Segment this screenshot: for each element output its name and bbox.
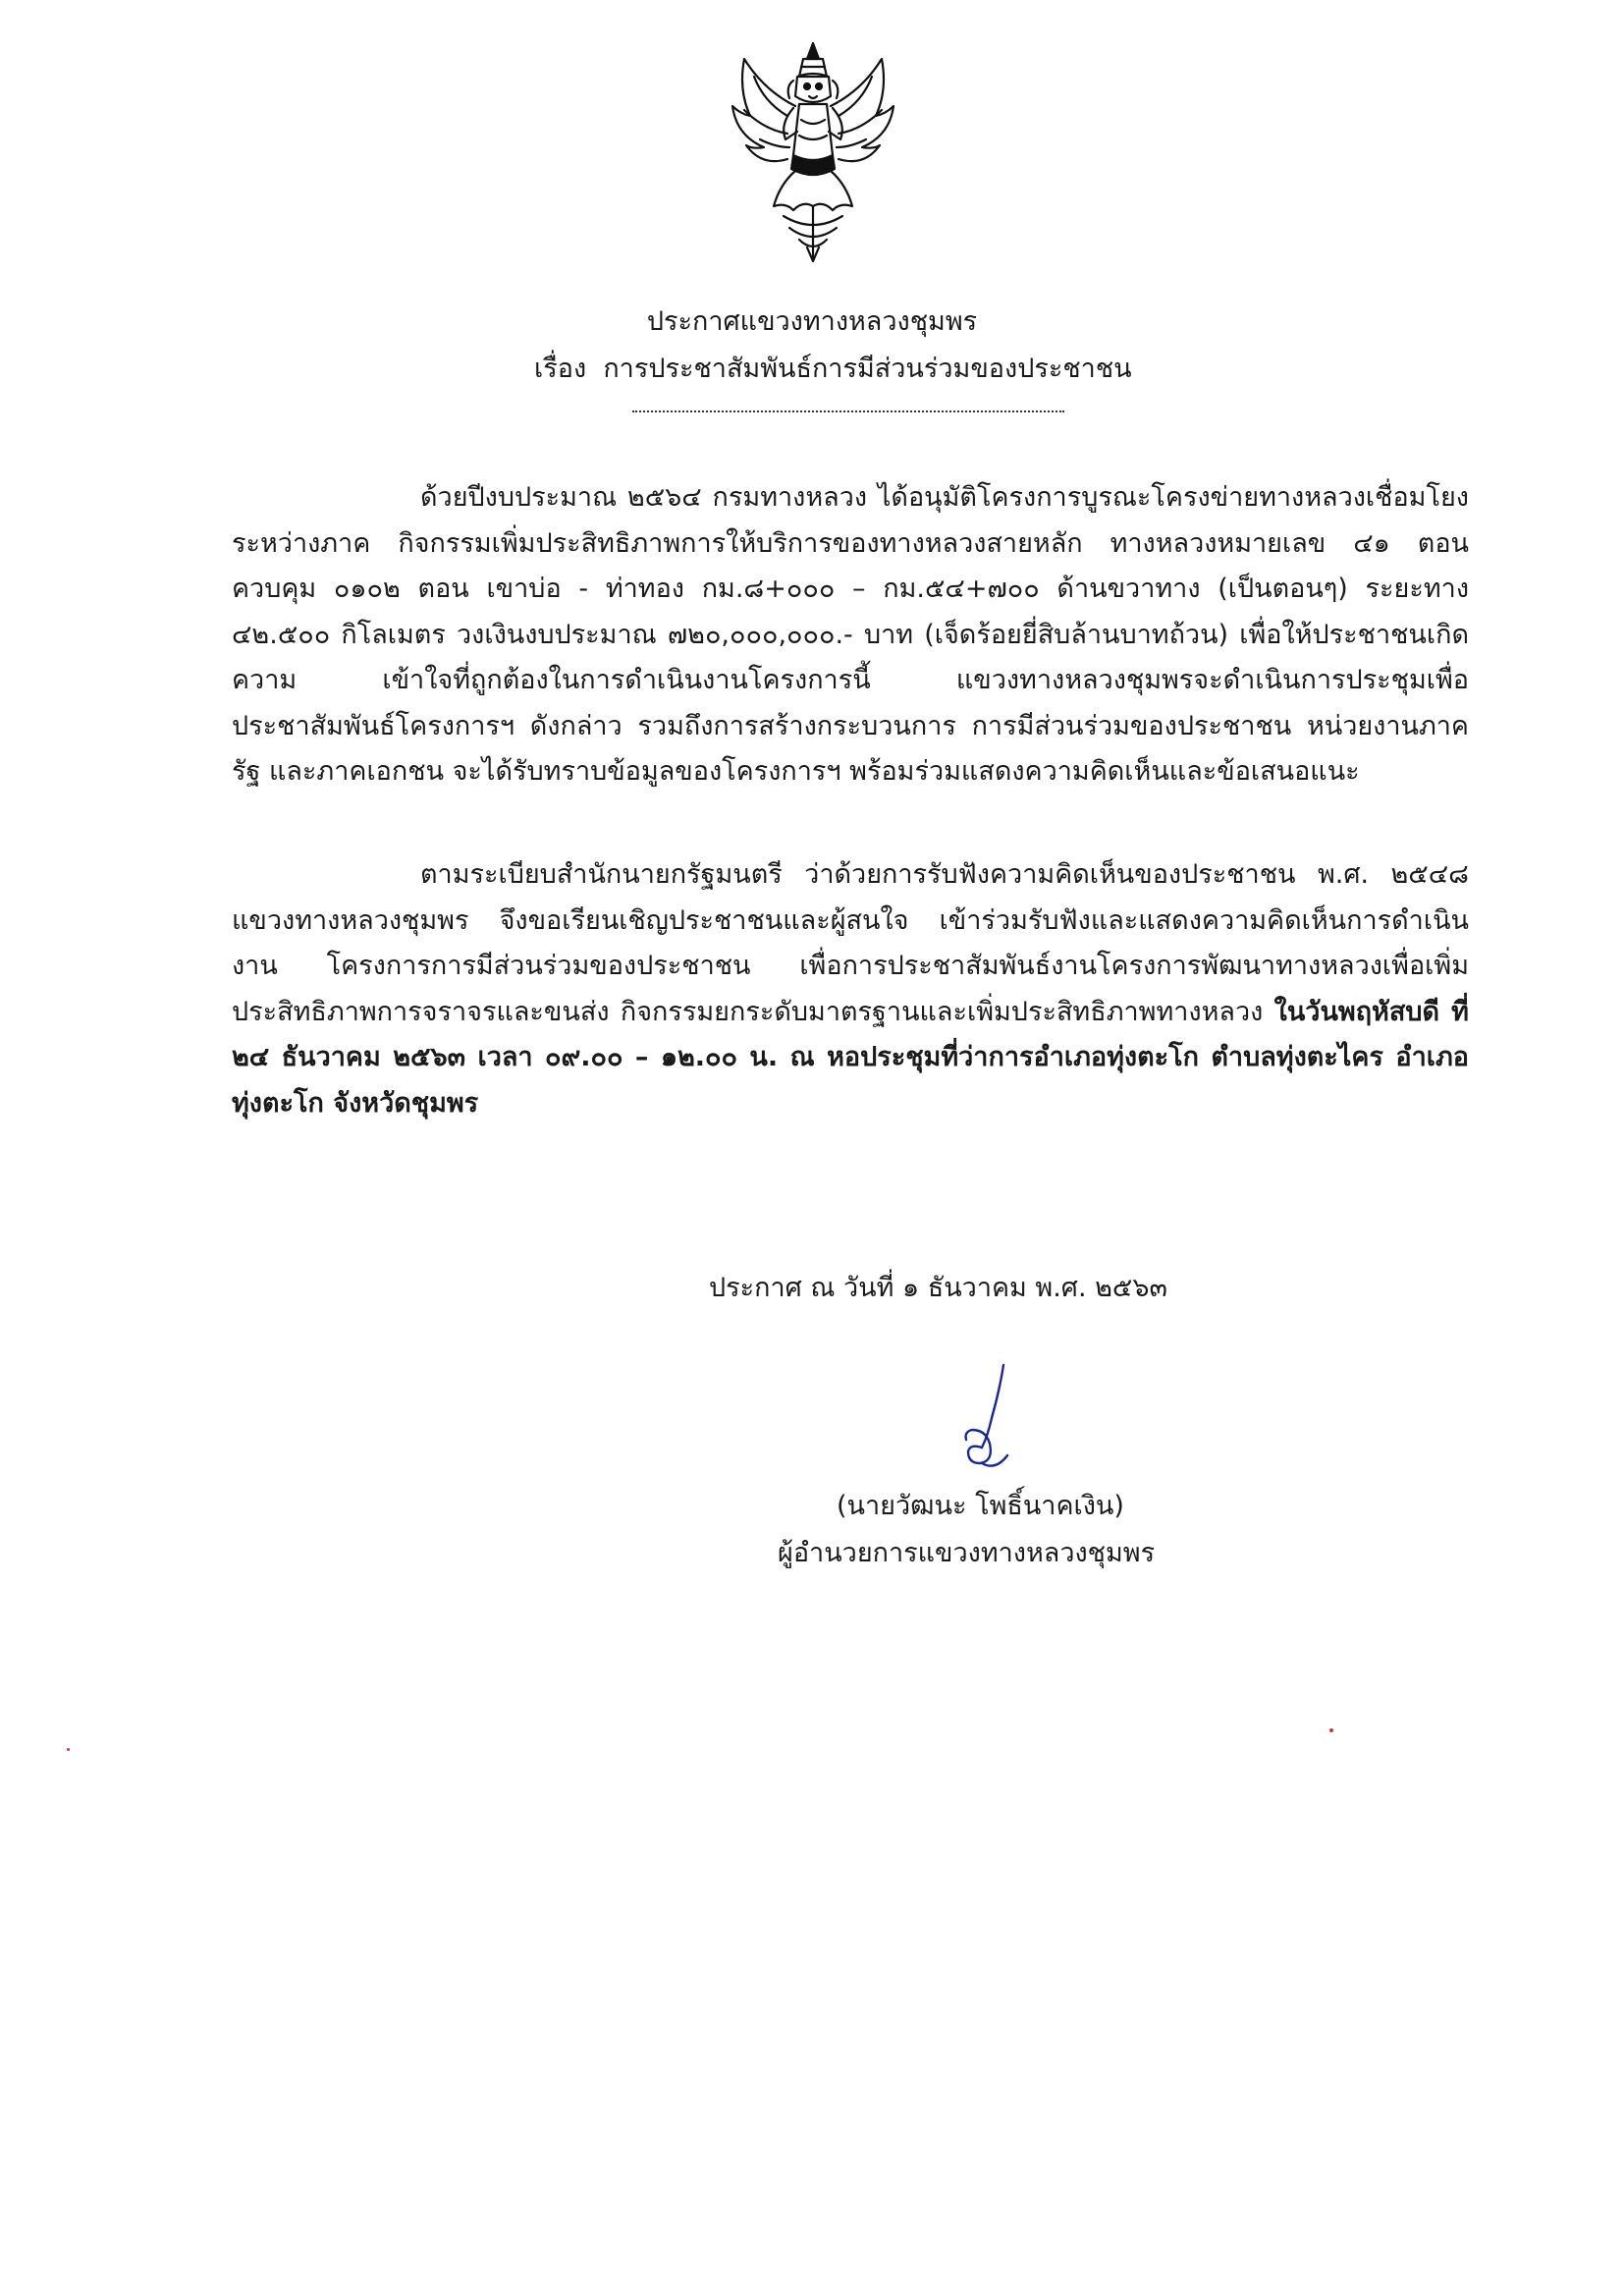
paragraph-1-text: ด้วยปีงบประมาณ ๒๕๖๔ กรมทางหลวง ได้อนุมัติโครงการบูรณะโครงข่ายทางหลวงเชื่อมโยง ระหว่างภาค กิจกรรมเพิ่มประสิทธิภาพการให้บริการของทางหลวงสายหลัก ทางหลวงหมายเลข ๔๑ ตอนควบคุม ๐๑๐๒ ตอน เขาบ่อ - ท่าทอง กม.๘+๐๐๐ – กม.๕๔+๗๐๐ ด้านขวาทาง (เป็นตอนๆ) ระยะทาง ๔๒.๕๐๐ กิโลเมตร วงเงินงบประมาณ ๗๒๐,๐๐๐,๐๐๐.- บาท (เจ็ดร้อยยี่สิบล้านบาทถ้วน) เพื่อให้ประชาชนเกิดความ เข้าใจที่ถูกต้องในการดำเนินงานโครงการนี้ แขวงทางหลวงชุมพรจะดำเนินการประชุมเพื่อประชาสัมพันธ์โครงการฯ ดังกล่าว รวมถึงการสร้างกระบวนการ การมีส่วนร่วมของประชาชน หน่วยงานภาครัฐ และภาคเอกชน จะได้รับทราบข้อมูลของโครงการฯ พร้อมร่วมแสดงความคิดเห็นและข้อเสนอแนะ [232,482,1469,787]
document-title: ประกาศแขวงทางหลวงชุมพร [646,306,978,337]
scan-speck [1329,1728,1333,1732]
body-paragraph-1 [232,475,1469,795]
subject-text: การประชาสัมพันธ์การมีส่วนร่วมของประชาชน [603,354,1132,384]
document-subject [534,350,1132,389]
subject-label: เรื่อง [534,354,587,384]
meeting-details: ในวันพฤหัสบดี ที่ ๒๔ ธันวาคม ๒๕๖๓ เวลา ๐๙.๐๐ – ๑๒.๐๐ น. ณ หอประชุมที่ว่าการอำเภอทุ่งตะโก ตำบลทุ่งตะไคร อำเภอทุ่งตะโก จังหวัดชุมพร [232,996,1469,1119]
announcement-date: ประกาศ ณ วันที่ ๑ ธันวาคม พ.ศ. ๒๕๖๓ [709,1273,1167,1303]
paragraph-2-text: ตามระเบียบสำนักนายกรัฐมนตรี ว่าด้วยการรับฟังความคิดเห็นของประชาชน พ.ศ. ๒๕๔๘ แขวงทางหลวงชุมพร จึงขอเรียนเชิญประชาชนและผู้สนใจ เข้าร่วมรับฟังและแสดงความคิดเห็นการดำเนินงาน โครงการการมีส่วนร่วมของประชาชน เพื่อการประชาสัมพันธ์งานโครงการพัฒนาทางหลวงเพื่อเพิ่ม ประสิทธิภาพการจราจรและขนส่ง กิจกรรมยกระดับมาตรฐานและเพิ่มประสิทธิภาพทางหลวง [232,859,1469,1027]
handwritten-signature-icon [947,1361,1035,1473]
scan-speck [67,1748,70,1751]
dotted-separator [632,410,1064,412]
signer-position: ผู้อำนวยการแขวงทางหลวงชุมพร [778,1538,1156,1568]
garuda-emblem-icon [725,37,901,265]
body-paragraph-2 [232,852,1469,1126]
signer-name: (นายวัฒนะ โพธิ์นาคเงิน) [837,1491,1124,1521]
